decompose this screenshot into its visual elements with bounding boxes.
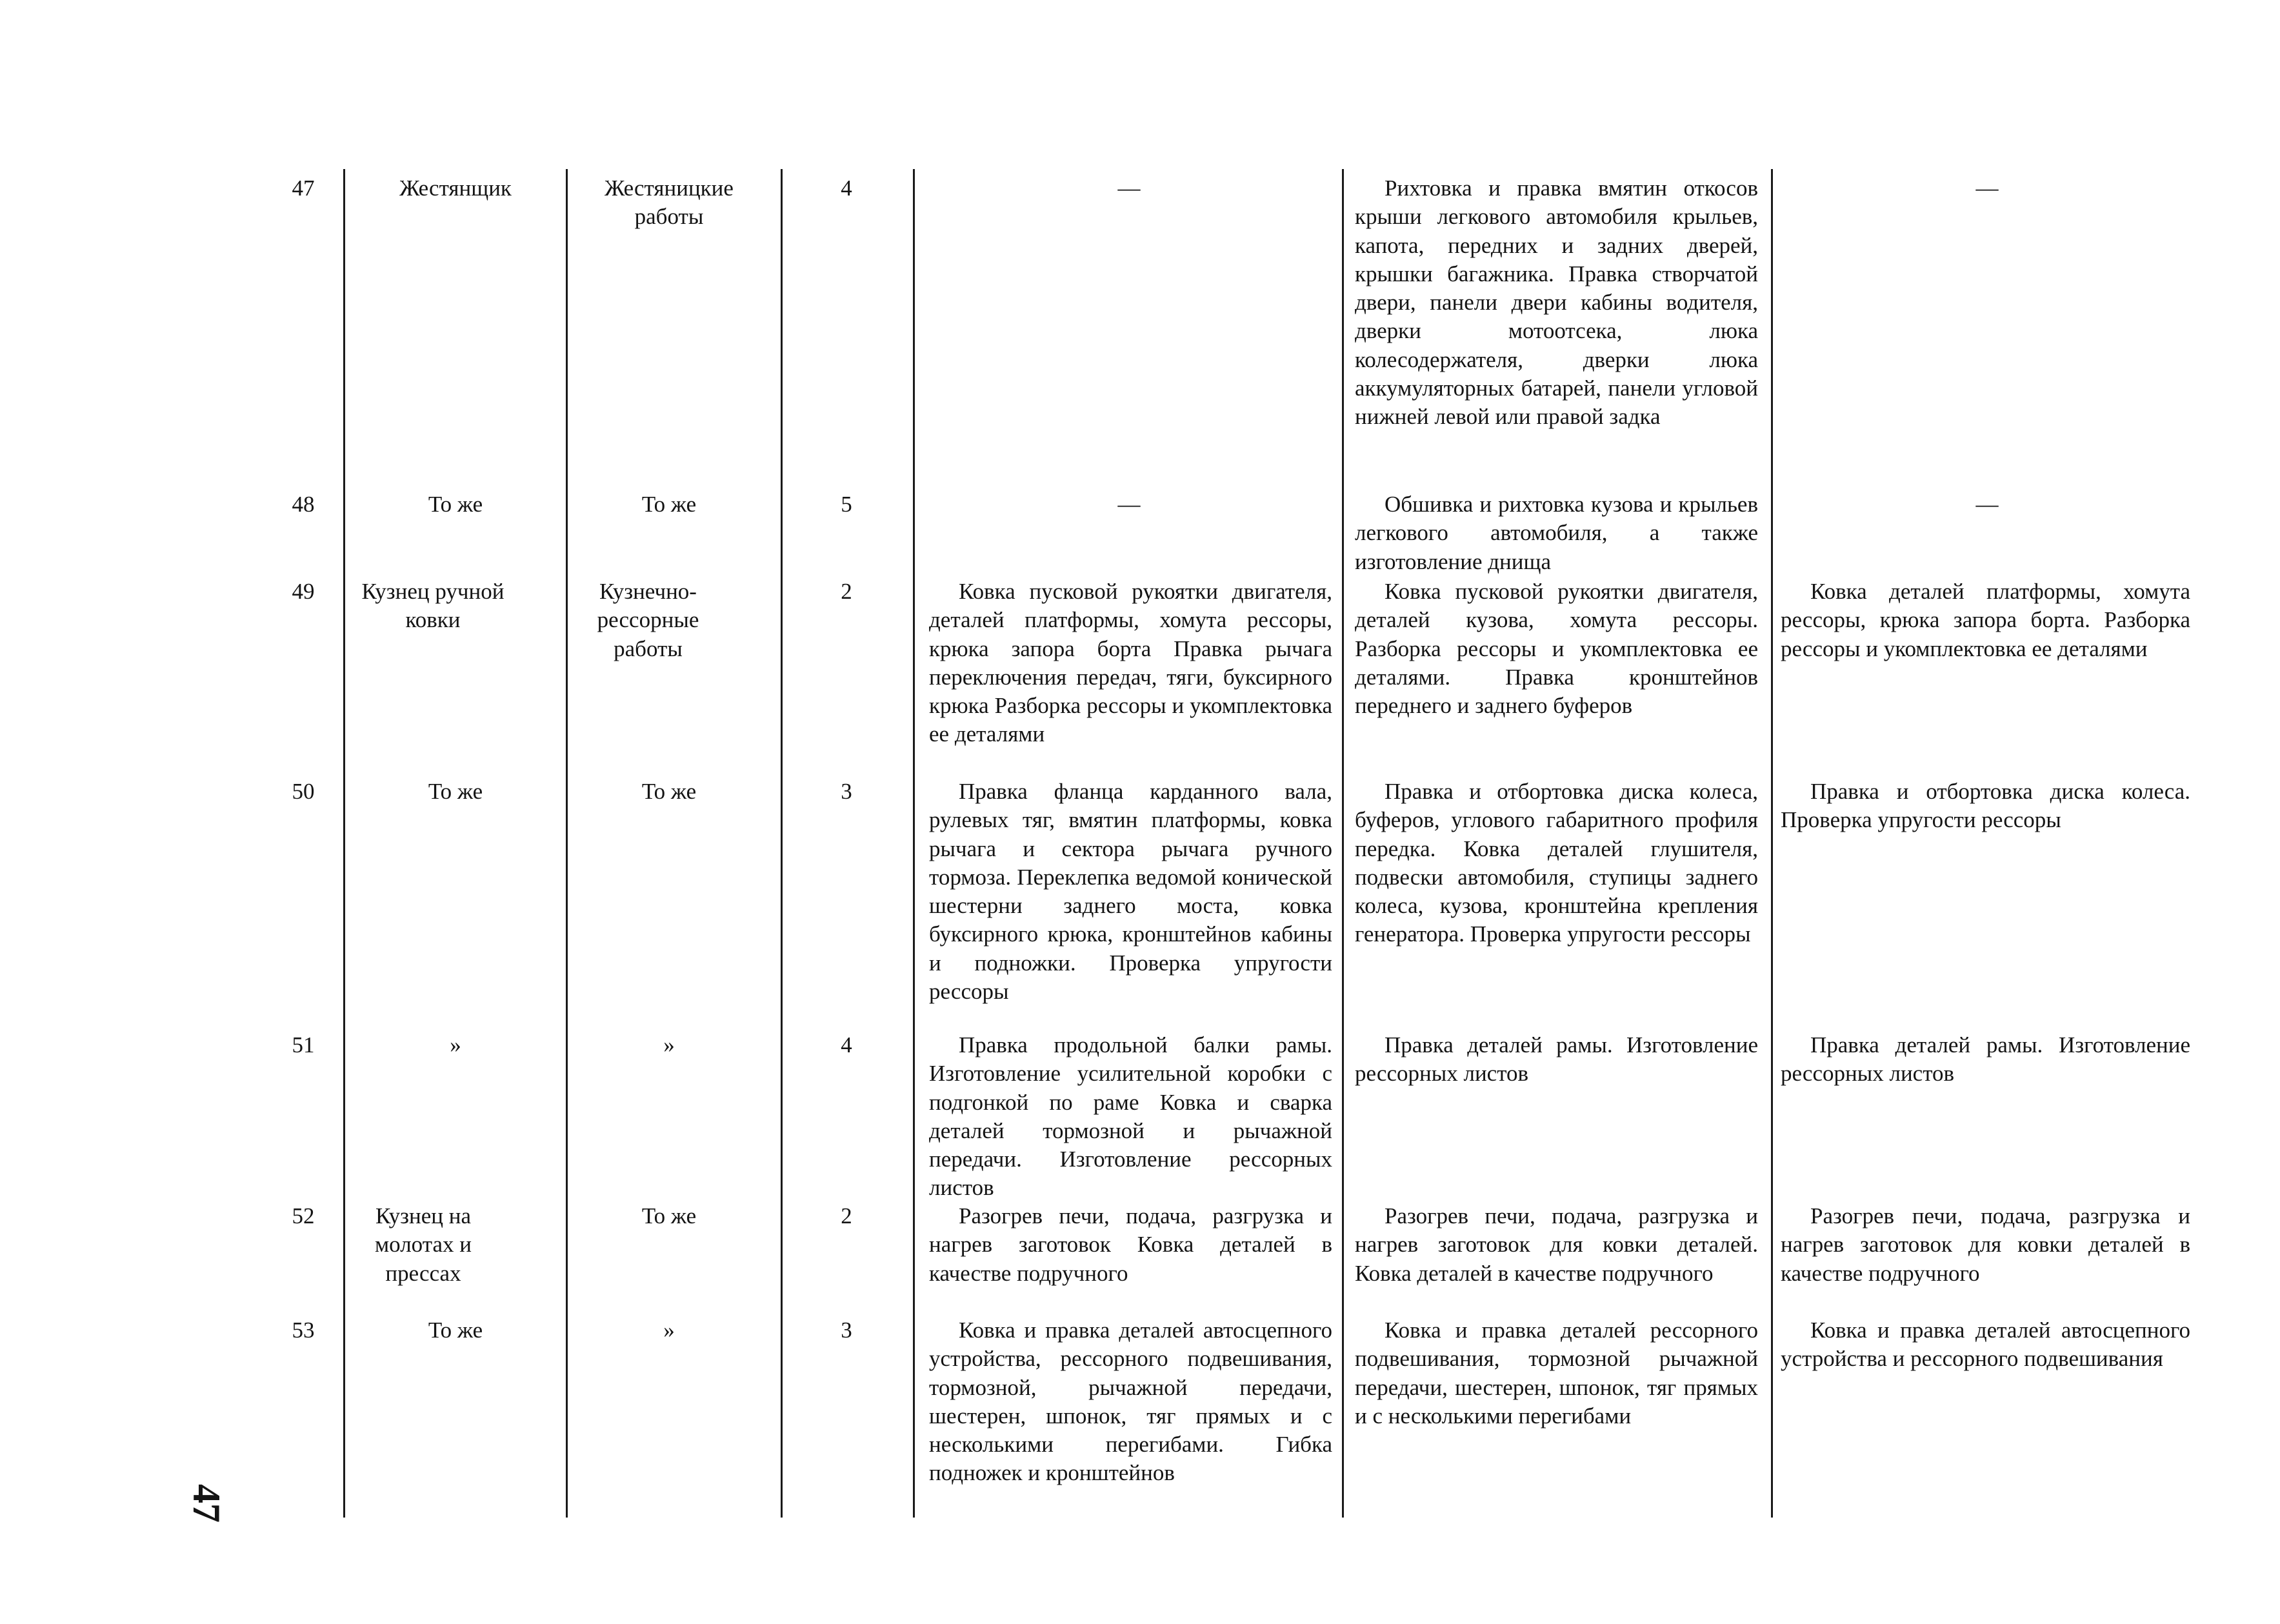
- col5-cell: Ковка и правка деталей автосцепного устройства, рессорного подвешивания, тормозной, рычажной передачи, шестерен, шпонок, тяг прямых и с несколькими перегибами. Гибка подножек и кронштейнов: [929, 1318, 1332, 1486]
- col7-cell: —: [1975, 492, 1999, 517]
- work-type-cell: Жестяницкие работы: [605, 175, 734, 230]
- col6-cell: Правка и отбортовка диска колеса, буферов, углового габаритного профиля передка. Ковка деталей глушителя, подвески автомобиля, ступицы заднего колеса, кузова, кронштейна крепления генератора. Проверка упругости рессоры: [1355, 779, 1758, 947]
- work-type-cell: То же: [641, 492, 697, 517]
- col5-cell: Правка продольной балки рамы. Изготовление усилительной коробки с подгонкой по раме Ковка и сварка деталей тормозной и рычажной передачи. Изготовление рессорных листов: [929, 1032, 1332, 1201]
- grade-cell: 4: [841, 175, 852, 201]
- row-number: 52: [292, 1203, 315, 1228]
- grade-cell: 3: [841, 1318, 852, 1343]
- row-number: 47: [292, 175, 315, 201]
- col6-cell: Рихтовка и правка вмятин откосов крыши легкового автомобиля крыльев, капота, передних и задних дверей, крышки багажника. Правка створчатой двери, панели двери кабины водителя, дверки мотоотсека, люка колесодержателя, дверки люка аккумуляторных батарей, панели угловой нижней левой или правой задка: [1355, 175, 1758, 430]
- row-number: 49: [292, 579, 315, 604]
- column-rule: [781, 169, 783, 1518]
- col7-cell: Правка и отбортовка диска колеса. Проверка упругости рессоры: [1781, 779, 2190, 833]
- col6-cell: Ковка и правка деталей рессорного подвешивания, тормозной рычажной передачи, шестерен, шпонок, тяг прямых и с несколькими перегибами: [1355, 1318, 1758, 1429]
- col5-cell: —: [1117, 492, 1141, 517]
- grade-cell: 3: [841, 779, 852, 804]
- profession-cell: То же: [428, 492, 483, 517]
- column-rule: [1342, 169, 1344, 1518]
- col6-cell: Обшивка и рихтовка кузова и крыльев легкового автомобиля, а также изготовление днища: [1355, 492, 1758, 574]
- grade-cell: 2: [841, 579, 852, 604]
- col7-cell: Правка деталей рамы. Изготовление рессорных листов: [1781, 1032, 2190, 1087]
- col7-cell: Разогрев печи, подача, разгрузка и нагрев заготовок для ковки деталей в качестве подручного: [1781, 1203, 2190, 1286]
- work-type-cell: »: [663, 1032, 675, 1058]
- work-type-cell: То же: [641, 779, 697, 804]
- profession-cell: То же: [428, 1318, 483, 1343]
- col7-cell: —: [1975, 175, 1999, 201]
- col7-cell: Ковка и правка деталей автосцепного устройства и рессорного подвешивания: [1781, 1318, 2190, 1372]
- grade-cell: 5: [841, 492, 852, 517]
- column-rule: [913, 169, 915, 1518]
- profession-cell: То же: [428, 779, 483, 804]
- col7-cell: Ковка деталей платформы, хомута рессоры, крюка запора борта. Разборка рессоры и укомплектовка ее деталями: [1781, 579, 2190, 661]
- col5-cell: Правка фланца карданного вала, рулевых тяг, вмятин платформы, ковка рычага и сектора рычага ручного тормоза. Переклепка ведомой конической шестерни заднего моста, ковка буксирного крюка, кронштейнов кабины и подножки. Проверка упругости рессоры: [929, 779, 1332, 1005]
- grade-cell: 4: [841, 1032, 852, 1058]
- column-rule: [343, 169, 345, 1518]
- work-type-cell: Кузнечно-рессорные работы: [597, 579, 699, 661]
- profession-cell: »: [450, 1032, 461, 1058]
- row-number: 48: [292, 492, 315, 517]
- profession-cell: Жестянщик: [399, 175, 512, 201]
- page-number: 47: [185, 1484, 228, 1523]
- col6-cell: Правка деталей рамы. Изготовление рессорных листов: [1355, 1032, 1758, 1087]
- row-number: 53: [292, 1318, 315, 1343]
- work-type-cell: То же: [641, 1203, 697, 1228]
- profession-cell: Кузнец ручной ковки: [361, 579, 505, 633]
- col5-cell: Ковка пусковой рукоятки двигателя, деталей платформы, хомута рессоры, крюка запора борта Правка рычага переключения передач, тяги, буксирного крюка Разборка рессоры и укомплектовка ее деталями: [929, 579, 1332, 747]
- col6-cell: Ковка пусковой рукоятки двигателя, деталей кузова, хомута рессоры. Разборка рессоры и укомплектовка ее деталями. Правка кронштейнов переднего и заднего буферов: [1355, 579, 1758, 719]
- profession-cell: Кузнец на молотах и прессах: [375, 1203, 472, 1286]
- work-type-cell: »: [663, 1318, 675, 1343]
- column-rule: [1771, 169, 1773, 1518]
- col5-cell: —: [1117, 175, 1141, 201]
- col5-cell: Разогрев печи, подача, разгрузка и нагрев заготовок Ковка деталей в качестве подручного: [929, 1203, 1332, 1286]
- row-number: 51: [292, 1032, 315, 1058]
- grade-cell: 2: [841, 1203, 852, 1228]
- column-rule: [566, 169, 568, 1518]
- col6-cell: Разогрев печи, подача, разгрузка и нагрев заготовок для ковки деталей. Ковка деталей в качестве подручного: [1355, 1203, 1758, 1286]
- row-number: 50: [292, 779, 315, 804]
